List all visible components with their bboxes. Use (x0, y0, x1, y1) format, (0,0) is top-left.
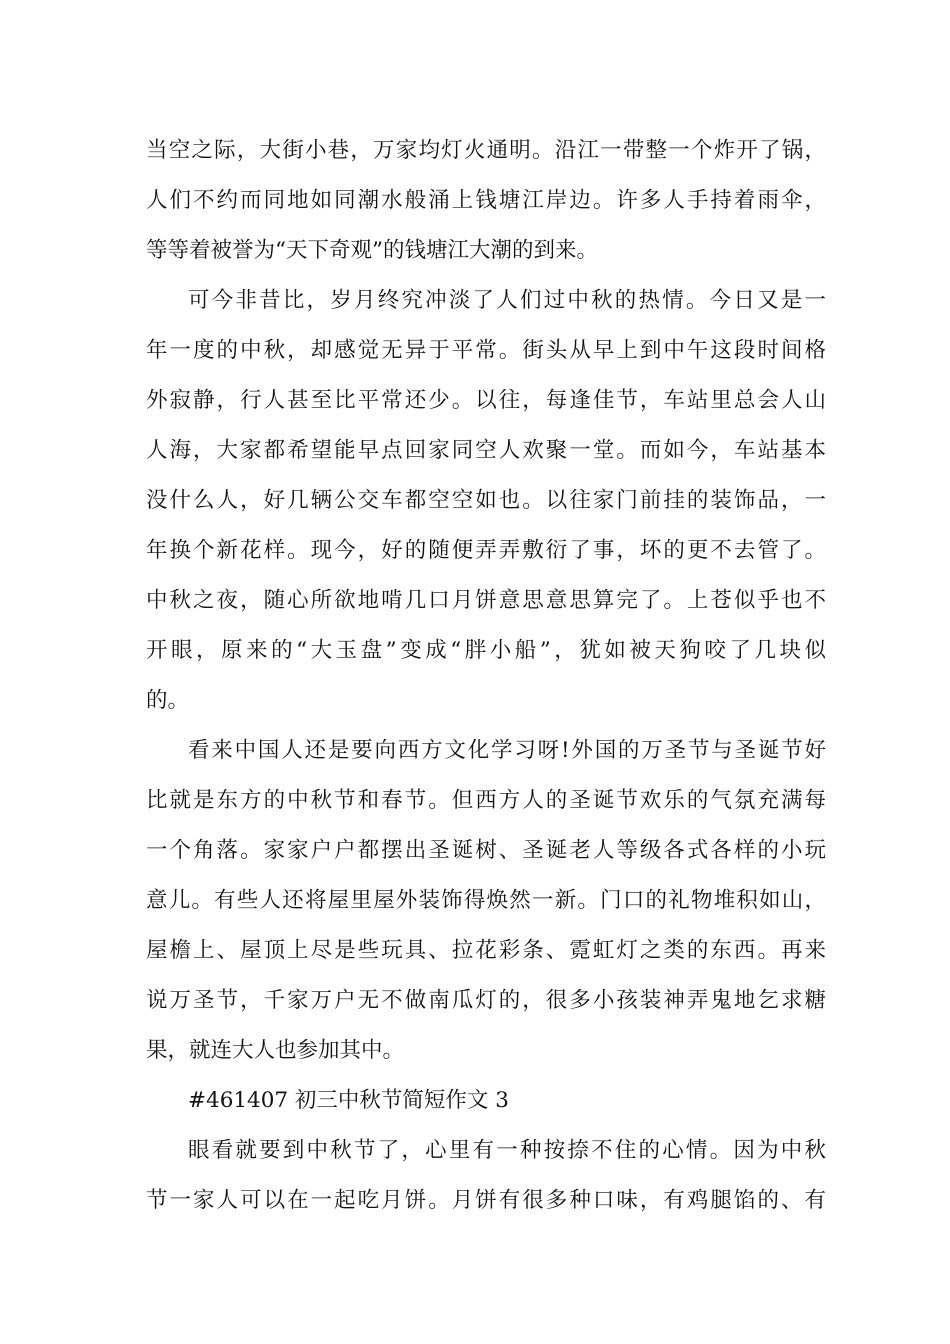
text-line: 节一家人可以在一起吃月饼。月饼有很多种口味，有鸡腿馅的、有 (146, 1188, 826, 1213)
text-line: 人们不约而同地如同潮水般涌上钱塘江岸边。许多人手持着雨伞， (146, 188, 826, 213)
text-line: 年一度的中秋，却感觉无异于平常。街头从早上到中午这段时间格 (146, 338, 826, 363)
paragraph-mooncake (146, 1126, 826, 1226)
text-line: 看来中国人还是要向西方文化学习呀!外国的万圣节与圣诞节好 (188, 738, 826, 763)
paragraph-tide-night (146, 126, 826, 276)
text-line: 年换个新花样。现今，好的随便弄弄敷衍了事，坏的更不去管了。 (146, 538, 826, 563)
text-line: 人海，大家都希望能早点回家同空人欢聚一堂。而如今，车站基本 (146, 438, 826, 463)
text-line: 眼看就要到中秋节了，心里有一种按捺不住的心情。因为中秋 (188, 1138, 826, 1163)
text-line: 开眼，原来的“大玉盘”变成“胖小船”，犹如被天狗咬了几块似 (146, 638, 826, 663)
text-line: 意儿。有些人还将屋里屋外装饰得焕然一新。门口的礼物堆积如山， (146, 888, 826, 913)
text-line: 果，就连大人也参加其中。 (146, 1038, 405, 1063)
paragraph-now-vs-past (146, 276, 826, 726)
text-line: 当空之际，大街小巷，万家均灯火通明。沿江一带整一个炸开了锅， (146, 138, 826, 163)
text-line: 等等着被誉为“天下奇观”的钱塘江大潮的到来。 (146, 238, 598, 263)
text-line: 外寂静，行人甚至比平常还少。以往，每逢佳节，车站里总会人山 (146, 388, 826, 413)
text-line: 一个角落。家家户户都摆出圣诞树、圣诞老人等级各式各样的小玩 (146, 838, 826, 863)
paragraph-western-festivals (146, 726, 826, 1076)
text-line: 的。 (146, 688, 190, 713)
text-line: #461407 初三中秋节简短作文 3 (188, 1088, 509, 1113)
text-line: 中秋之夜，随心所欲地啃几口月饼意思意思算完了。上苍似乎也不 (146, 588, 826, 613)
text-line: 比就是东方的中秋节和春节。但西方人的圣诞节欢乐的气氛充满每 (146, 788, 826, 813)
section-heading (146, 1076, 826, 1126)
text-line: 没什么人，好几辆公交车都空空如也。以往家门前挂的装饰品，一 (146, 488, 826, 513)
text-line: 说万圣节，千家万户无不做南瓜灯的，很多小孩装神弄鬼地乞求糖 (146, 988, 826, 1013)
document-body (146, 126, 826, 1226)
text-line: 可今非昔比，岁月终究冲淡了人们过中秋的热情。今日又是一 (188, 288, 826, 313)
text-line: 屋檐上、屋顶上尽是些玩具、拉花彩条、霓虹灯之类的东西。再来 (146, 938, 826, 963)
